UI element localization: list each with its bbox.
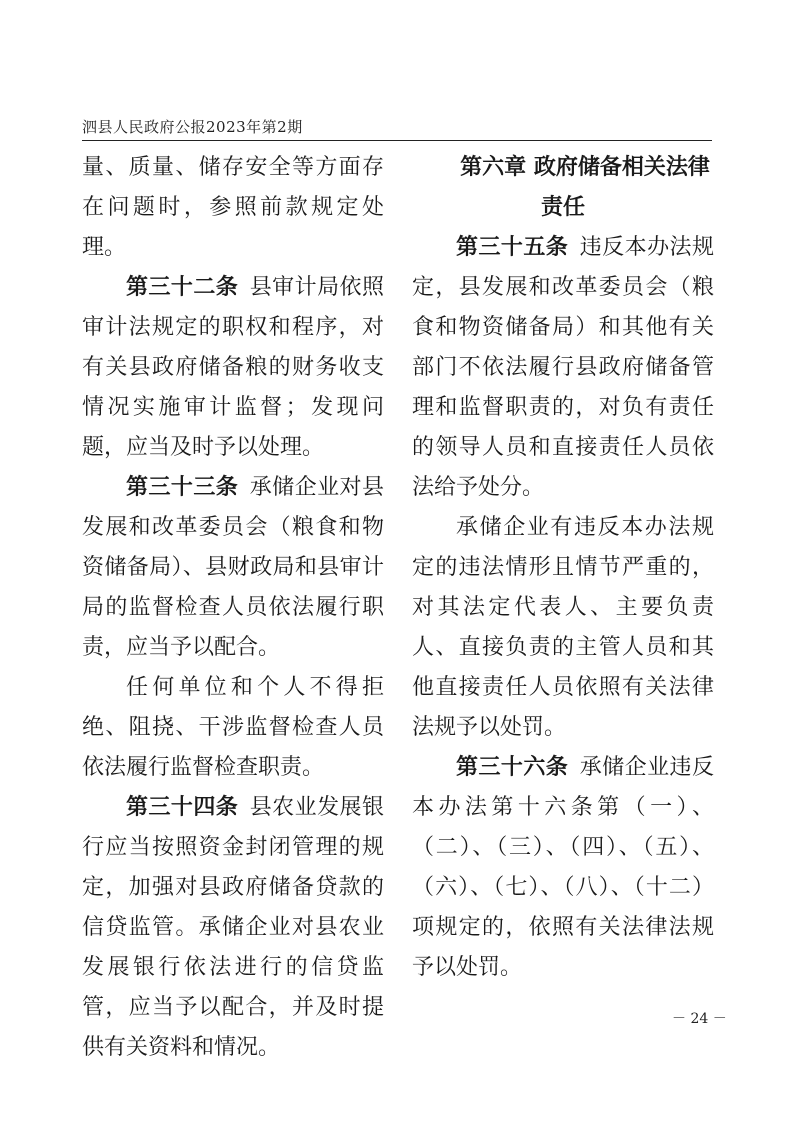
chapter-heading: 第六章 政府储备相关法律责任	[460, 155, 710, 220]
page-number: － 24 －	[672, 1011, 727, 1027]
article-text: 违反本办法规定，县发展和改革委员会（粮食和物资储备局）和其他有关部门不依法履行县政府储备管理和监督职责的，对负有责任的领导人员和直接责任人员依法给予处分。	[412, 235, 714, 500]
article-label: 第三十五条	[456, 235, 569, 260]
paragraph: 量、质量、储存安全等方面存在问题时，参照前款规定处理。	[82, 155, 384, 260]
header-rule	[82, 140, 712, 141]
article-text: 承储企业对县发展和改革委员会（粮食和物资储备局）、县财政局和县审计局的监督检查人员依法履行职责，应当予以配合。	[82, 475, 384, 660]
article-32	[82, 268, 384, 468]
article-35	[412, 228, 714, 508]
paragraph: 承储企业有违反本办法规定的违法情形且情节严重的，对其法定代表人、主要负责人、直接负责的主管人员和其他直接责任人员依照有关法律法规予以处罚。	[412, 515, 714, 740]
article-33	[82, 468, 384, 668]
article-label: 第三十四条	[126, 795, 239, 820]
bulletin-header: 泗县人民政府公报2023年第2期	[82, 118, 303, 136]
article-label: 第三十二条	[126, 275, 239, 300]
article-text: 县审计局依照审计法规定的职权和程序，对有关县政府储备粮的财务收支情况实施审计监督；发现问题，应当及时予以处理。	[82, 275, 384, 460]
article-34	[82, 788, 384, 1068]
left-column	[82, 148, 384, 1068]
paragraph: 任何单位和个人不得拒绝、阻挠、干涉监督检查人员依法履行监督检查职责。	[82, 675, 384, 780]
article-text: 县农业发展银行应当按照资金封闭管理的规定，加强对县政府储备贷款的信贷监管。承储企业对县农业发展银行依法进行的信贷监管，应当予以配合，并及时提供有关资料和情况。	[82, 795, 384, 1060]
right-column	[412, 148, 714, 988]
article-36	[412, 748, 714, 988]
article-label: 第三十六条	[456, 755, 569, 780]
article-label: 第三十三条	[126, 475, 239, 500]
article-text: 承储企业违反本办法第十六条第（一）、（二）、（三）、（四）、（五）、（六）、（七）、（八）、（十二）项规定的，依照有关法律法规予以处罚。	[412, 755, 714, 980]
